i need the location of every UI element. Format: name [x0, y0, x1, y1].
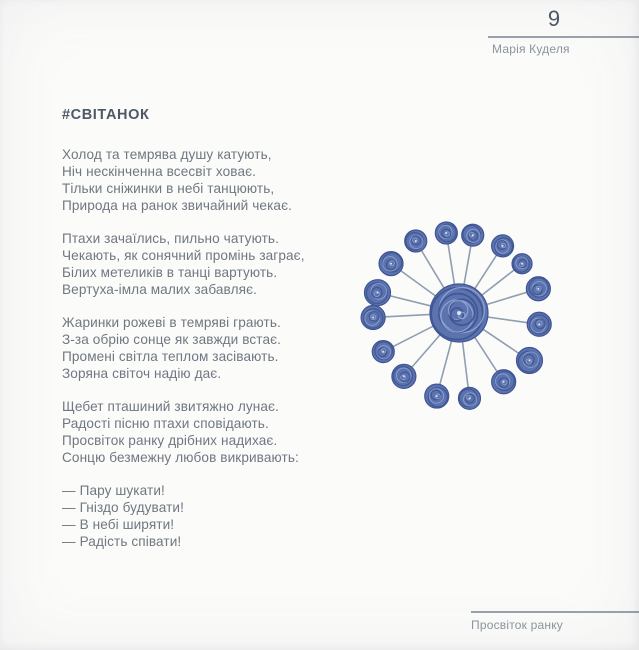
poem-line: Вертуха-імла малих забавляє. [62, 282, 257, 297]
poem-line: Ніч нескінченна всесвіт ховає. [62, 164, 257, 179]
poem-line: Промені світла теплом засівають. [62, 349, 279, 364]
poem-line: Жаринки рожеві в темряві грають. [62, 315, 281, 330]
poem-line: Білих метеликів в танці вартують. [62, 265, 278, 280]
author-name: Марія Куделя [492, 42, 570, 56]
stanza-4 [62, 398, 372, 466]
poem-line: Сонцю безмежну любов викривають: [62, 450, 299, 465]
footer-rule [471, 611, 639, 613]
footer-title: Просвіток ранку [471, 618, 563, 632]
poem-line: Чекають, як сонячний промінь заграє, [62, 248, 305, 263]
poem-line: З-за обрію сонце як завжди встає. [62, 332, 282, 347]
poem-line: Природа на ранок звичайний чекає. [62, 198, 292, 213]
poem-line: — В небі ширяти! [62, 517, 175, 532]
poem-line: Радості пісню птахи сповідають. [62, 416, 269, 431]
poem-line: — Радість співати! [62, 534, 182, 549]
poem [62, 106, 372, 566]
poem-title: #СВІТАНОК [62, 107, 150, 123]
poem-line: Просвіток ранку дрібних надихає. [62, 433, 278, 448]
poem-line: Тільки сніжинки в небі танцюють, [62, 181, 275, 196]
poem-line: — Гніздо будувати! [62, 500, 184, 515]
stanza-1 [62, 146, 372, 214]
stanza-3 [62, 314, 372, 382]
poem-line: Щебет пташиний звитяжно лунає. [62, 399, 279, 414]
stanza-2 [62, 230, 372, 298]
poem-line: Птахи зачаїлись, пильно чатують. [62, 231, 279, 246]
header-rule [488, 36, 639, 38]
poem-line: Зоряна світоч надію дає. [62, 366, 222, 381]
poem-line: Холод та темрява душу катують, [62, 147, 272, 162]
stanza-5 [62, 482, 372, 550]
poem-line: — Пару шукати! [62, 483, 165, 498]
page-number: 9 [547, 6, 561, 31]
quilling-sun-illustration [348, 210, 570, 422]
